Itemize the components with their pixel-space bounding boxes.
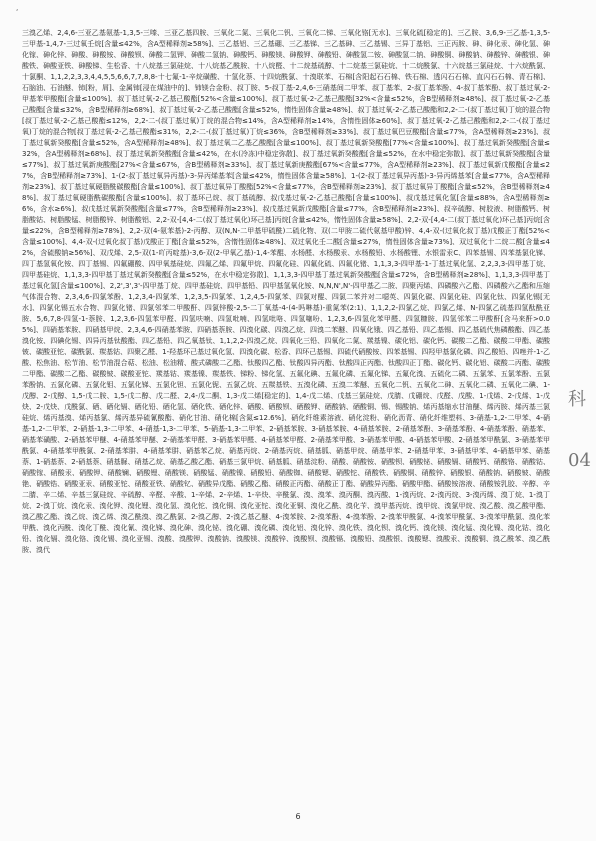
body-text: 三溴乙烯、2,4,6-三亚乙基氨基-1,3,5-三嗪、三亚乙基四胺、三氧化二氮、三氧化二钒、三氧化二锑、三氧化铬[无水]、三氧化硫[稳定的]、三乙胺、3,6,9-三乙基-1,3,5-三甲基-1,4,7-三过氧壬烷[含量≤42%，含A型稀释剂≥58%]、三乙基铝、三乙基硼、三乙基锑、三乙基砷、三乙基锡、三异丁基铝、三正丙胺、砷、砷化汞、砷化氢、砷化镓、砷化锌、砷酸、砷酸铵、砷酸钡、砷酸二氢钾、砷酸二氢钠、砷酸钙、砷酸镁、砷酸钾、砷酸铅、砷酸氢二铵、砷酸氢二钠、砷酸铜、砷酸钠、砷酸锌、砷酸银、砷酸铁、砷酸亚铁、砷酸锑、生松香、十八烷基三氯硅烷、十八烷基乙酰胺、十八烷醛、十二烷基硫醇、十二烷基三氯硅烷、十二烷酰氯、十六烷基三氯硅烷、十六烷酰氯、十氯酮、1,1,2,2,3,3,4,4,5,5,6,6,7,7,8,8-十七氟-1-辛烷磺酸、十氢化萘、十四烷酰氯、十溴联苯、石棉[含阳起石石棉、铁石棉、透闪石石棉、直闪石石棉、青石棉]、石脑油、石油醚、铈[粉，屑]、金属铈[浸在煤油中的]、铈镁合金粉、叔丁胺、5-叔丁基-2,4,6-三硝基间二甲苯、叔丁基苯、2-叔丁基苯酚、4-叔丁基苯酚、叔丁基过氧-2-甲基苯甲酸酯[含量≤100%]、叔丁基过氧-2-乙基己酸酯[52%<含量≤100%]、叔丁基过氧-2-乙基己酸酯[32%<含量≤52%，含B型稀释剂≥48%]、叔丁基过氧-2-乙基己酸酯[含量≤32%，含B型稀释剂≥68%]、叔丁基过氧-2-乙基己酸酯[含量≤52%，惰性固体含量≥48%]、叔丁基过氧-2-乙基己酸酯和2,2-二-(叔丁基过氧)丁烷的混合物[叔丁基过氧-2-乙基己酸酯≤12%，2,2-二-(叔丁基过氧)丁烷的混合物≤14%，含A型稀释剂≥14%，含惰性固体≥60%]、叔丁基过氧-2-乙基己酸酯和2,2-二-(叔丁基过氧)丁烷的混合物[叔丁基过氧-2-乙基己酸酯≤31%，2,2-二-(叔丁基过氧)丁烷≤36%，含B型稀释剂≥33%]、叔丁基过氧巴豆酸酯[含量≤77%，含A型稀释剂≥23%]、叔丁基过氧新癸酸酯[含量≤52%，含A型稀释剂≥48%]、叔丁基过氧二乙基乙酸酯[含量≤100%]、叔丁基过氧新癸酸酯[77%<含量≤100%]、叔丁基过氧新癸酸酯[含量≤32%，含A型稀释剂≥68%]、叔丁基过氧新癸酸酯[含量≤42%，在水(冷冻)中稳定弥散]、叔丁基过氧新癸酸酯[含量≤52%，在水中稳定弥散]、叔丁基过氧新癸酸酯[含量≤77%]、叔丁基过氧新庚酸酯[27%<含量≤67%，含B型稀释剂≥33%]、叔丁基过氧新庚酸酯[67%<含量≤77%，含A型稀释剂≥23%]、叔丁基过氧新戊酸酯[含量≤27%，含B型稀释剂≥73%]、1-(2-叔丁基过氧异丙基)-3-异丙烯基苯[含量≤42%，惰性固体含量≥58%]、1-(2-叔丁基过氧异丙基)-3-异丙烯基苯[含量≤77%，含A型稀释剂≥23%]、叔丁基过氧硬脂酰碳酸酯[含量≤100%]、叔丁基过氧异丁酸酯[52%<含量≤77%，含B型稀释剂≥23%]、叔丁基过氧异丁酸酯[含量≤52%，含B型稀释剂≥48%]、叔丁基过氧硬脂酰碳酸酯[含量≤100%]、叔丁基环己烷、叔丁基硫醇、叔戊基过氧-2-乙基己酸酯[含量≤100%]、叔戊基过氧化氢[含量≤88%，含A型稀释剂≥6%，含水≥6%]、叔戊基过氧新癸酸酯[含量≤77%，含B型稀释剂≥23%]、叔戊基过氧新戊酸酯[含量≤77%，含B型稀释剂≥23%]、叔辛硫醇、树胶液、树脂酸钙、树脂酸钴、树脂酸锰、树脂酸锌、树脂酸铝、2,2-双-[4,4-二(叔丁基过氧化)环己基]丙烷[含量≤42%，惰性固体含量≥58%]、2,2-双-[4,4-二(叔丁基过氧化)环己基]丙烷[含量≤22%，含B型稀释剂≥78%]、2,2-双(4-氨苯基)-2-丙醇、双(N,N-二甲基甲硫酰)二硫化物、双(二甲胺二硫代氨基甲酸)锌、4,4-双-(过氧化叔丁基)戊酸正丁酯[52%<含量≤100%]、4,4-双-(过氧化叔丁基)戊酸正丁酯[含量≤52%，含惰性固体≥48%]、双过氧化壬二酸[含量≤27%，惰性固体含量≥73%]、双过氧化十二烷二酸[含量≤42%，含硫酸钠≥56%]、双戊烯、2,5-双(1-吖丙啶基)-3,6-双(2-甲氧乙基)-1,4-苯醌、水杨醛、水杨酸汞、水杨酸铅、水杨酸锂、水银雷汞C、四苯基锡、四苯基氯化锑、四丁基氢氧化铵、四丁基锡、四氟硼酸、四甲氧基硅烷、四氟乙烯、四氟甲烷、四氟化硅、四氟化硫、四氟化锗、1,1,3,3-四甲基-1-丁基过氧化氢、2,2,3,3-四甲基丁烷、四甲基硅烷、1,1,3,3-四甲基丁基过氧新癸酸酯[含量≤52%，在水中稳定弥散]、1,1,3,3-四甲基丁基过氧新癸酸酯[含量≤72%，含B型稀释剂≥28%]、1,1,3,3-四甲基丁基过氧化氢[含量≤100%]、2,2',3',3'-四甲基丁烷、四甲基硅烷、四甲基铅、四甲基氢氧化铵、N,N,N',N'-四甲基乙二胺、四聚丙烯、四磷酸六乙酯、四磷酸六乙酯和压缩气体混合物、2,3,4,6-四氯苯酚、1,2,3,4-四氯苯、1,2,3,5-四氯苯、1,2,4,5-四氯苯、四氯对醌、四氯二苯并对二噁英、四氯化碳、四氯化硅、四氯化钛、四氯化锡[无水]、四氯化锡五水合物、四氯化锗、四氯邻苯二甲酸酐、四氯锌酸-2,5-二丁氧基-4-(4-吗啉基)-重氮苯(2:1)、1,1,2,2-四氯乙烷、四氯乙烯、N-四氯乙硫基四氢酞酰亚胺、5,6,7,8-四氢-1-萘胺、1,2,3,6-四氢苯甲醛、四氢呋喃、四氢吡喃、四氢吡咯、四氢噻吩、1,2,3,6-四氢化苯甲醛、四氢糠胺、四氢邻苯二甲酸酐[含马来酐>0.05%]、四硝基苯胺、四硝基甲烷、2,3,4,6-四硝基苯胺、四硝基萘胺、四溴化碳、四溴乙烷、四溴二苯醚、四氧化锇、四乙基铅、四乙基锡、四乙基硫代焦磷酸酯、四乙基溴化铵、四碘化锡、四异丙基钛酸酯、四乙基铅、四乙氧基钛、1,1,2,2-四溴乙烷、四氧化三铅、四氧化二氮、羰基镍、碳化铝、碳化钙、碳酸二乙酯、碳酸二甲酯、碳酸铍、碳酸亚铊、碳酰氯、羰基钴、四聚乙醛、1-羟基环己基过氧化氢、四溴化碳、松香、四环己基锡、四硫代硝酸铵、四苯基锡、四羟甲基氯化磷、四乙酸铅、四唑并-1-乙酸、松焦油、松节油、松节油混合萜、松油、松油精、酸式磷酸二乙酯、钛酸四乙酯、钛酸四异丙酯、钛酸四正丙酯、钛酸四正丁酯、碳化钙、碳化铝、碳酸二丙酯、碳酸二甲酯、碳酸二乙酯、碳酸铍、碳酸亚铊、羰基钴、羰基镍、羰基铁、锑粉、锑化氢、五氟化碘、五氟化磷、五氟化锑、五氟化溴、五硫化二磷、五氯苯、五氯苯酚、五氯苯酚钠、五氯化磷、五氯化钼、五氯化锑、五氯化钽、五氯化铌、五氯乙烷、五羰基铁、五溴化磷、五溴二苯醚、五氧化二钒、五氧化二砷、五氧化二磷、五氧化二碘、1-戊醇、2-戊醇、1,5-戊二胺、1,5-戊二醇、戊二醛、2,4-戊二酮、1,3-戊二烯[稳定的]、1,4-戊二烯、戊基三氯硅烷、戊腈、戊硼烷、戊醛、戊酸、1-戊烯、2-戊烯、1-戊炔、2-戊炔、戊酰氯、硒、硒化镉、硒化铅、硒化氢、硒化铁、硒化锌、硒酸、硒酸钡、硒酸钾、硒酸钠、硒酸铜、锡、锡酸钠、烯丙基缩水甘油醚、烯丙胺、烯丙基三氯硅烷、烯丙基溴、烯丙基氯、烯丙基异硫氰酸酯、硝化甘油、硝化棉[含氮≤12.6%]、硝化纤维素溶液、硝化淀粉、硝化沥青、硝化纤维塑料、3-硝基-1,2-二甲苯、4-硝基-1,2-二甲苯、2-硝基-1,3-二甲苯、4-硝基-1,3-二甲苯、5-硝基-1,3-二甲苯、2-硝基苯胺、3-硝基苯胺、4-硝基苯胺、2-硝基苯酚、3-硝基苯酚、4-硝基苯酚、硝基苯、硝基苯磺酸、2-硝基苯甲醚、4-硝基苯甲醚、2-硝基苯甲醛、3-硝基苯甲醛、4-硝基苯甲醛、2-硝基苯甲酸、3-硝基苯甲酸、4-硝基苯甲酸、2-硝基苯甲酰氯、3-硝基苯甲酰氯、4-硝基苯甲酰氯、2-硝基苯肼、4-硝基苯肼、硝基苯乙烷、硝基丙烷、2-硝基丙烷、硝基胍、硝基甲烷、硝基甲苯、2-硝基甲苯、3-硝基甲苯、4-硝基甲苯、硝基萘、1-硝基萘、2-硝基萘、硝基脲、硝基乙烷、硝基乙酸乙酯、硝基三氯甲烷、硝基胍、硝基淀粉、硝酸、硝酸铵、硝酸钡、硝酸铋、硝酸镉、硝酸钙、硝酸铬、硝酸钴、硝酸镓、硝酸汞、硝酸钾、硝酸镧、硝酸锂、硝酸镁、硝酸锰、硝酸镍、硝酸铅、硝酸铷、硝酸锶、硝酸铊、硝酸铁、硝酸铜、硝酸锌、硝酸银、硝酸钠、硝酸铍、硝酸铯、硝酸锆、硝酸亚汞、硝酸亚铊、硝酸亚铁、硝酸钇、硝酸异戊酯、硝酸乙酯、硝酸正丙酯、硝酸正丁酯、硝酸异丙酯、硝酸甲酯、硝酸铵溶液、硝酸铵乳胶、辛醇、辛二腈、辛二烯、辛基三氯硅烷、辛硫醇、辛醛、辛酸、1-辛烯、2-辛烯、1-辛炔、辛酰氯、溴、溴苯、溴丙酮、溴丙酸、1-溴丙烷、2-溴丙烷、3-溴丙烯、溴丁烷、1-溴丁烷、2-溴丁烷、溴化汞、溴化钾、溴化锂、溴化氢、溴化铊、溴化铜、溴化亚铊、溴化亚铜、溴化乙酰、溴化苄、溴甲基丙烷、溴甲烷、溴氯甲烷、溴乙酸、溴乙酸甲酯、溴乙酸乙酯、溴乙烷、溴乙烯、溴乙酰溴、溴乙酰氯、2-溴乙醇、2-溴乙基乙醚、4-溴苯胺、2-溴苯酚、4-溴苯酚、2-溴苯甲酰氯、4-溴苯甲酰氯、3-溴苯甲酰氯、溴化苯甲酰、溴化丙酰、溴化丁酰、溴化氰、溴化锑、溴化砷、溴化铋、溴化硼、溴化磷、溴化铝、溴化锌、溴化铁、溴化钡、溴化钙、溴化镁、溴化锰、溴化镍、溴化钴、溴化铅、溴化镉、溴化铬、溴化锡、溴化亚锡、溴酸、溴酸钾、溴酸钠、溴酸镁、溴酸锌、溴酸钡、溴酸镉、溴酸铅、溴酸银、溴酸锶、溴酸汞、溴酸铜、溴乙酰苯、溴乙酰胺、溴代	[22, 29, 550, 554]
page-number: 6	[295, 812, 301, 821]
margin-mark-1: 科	[568, 389, 586, 410]
margin-mark-2: 04	[568, 450, 591, 471]
top-mark: ‘	[16, 8, 19, 16]
